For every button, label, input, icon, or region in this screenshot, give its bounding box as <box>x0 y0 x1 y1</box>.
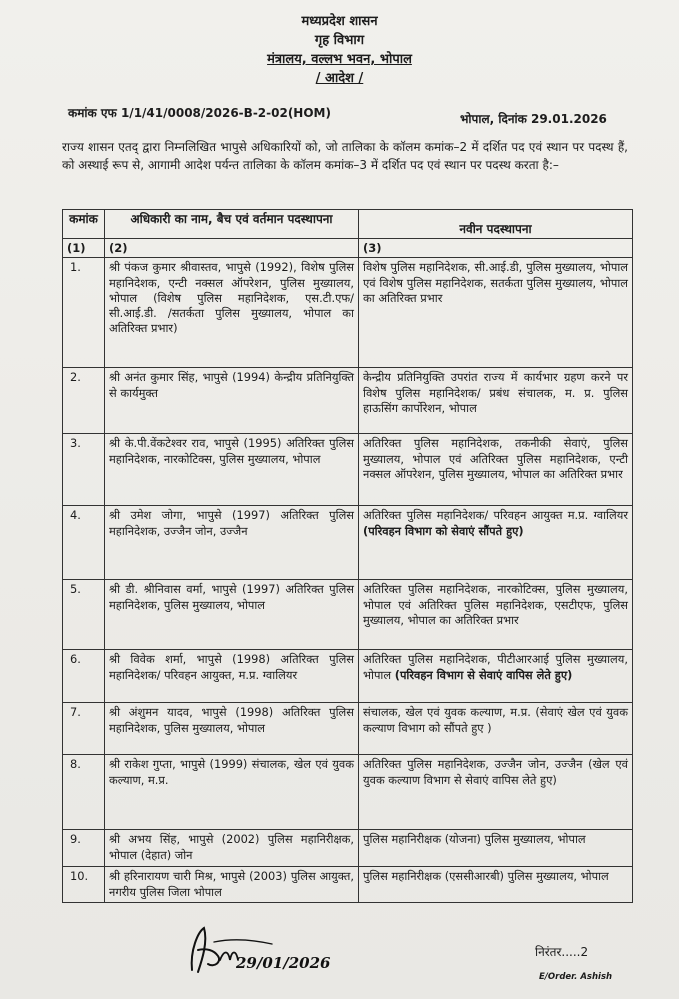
handwritten-signature <box>184 920 331 984</box>
row-serial: 8. <box>63 755 105 830</box>
row-new-posting <box>359 368 633 434</box>
row-serial: 1. <box>63 258 105 368</box>
table-row <box>63 703 633 755</box>
posting-text: अतिरिक्त पुलिस महानिदेशक/ परिवहन आयुक्त म.प्र. ग्वालियर <box>363 508 628 523</box>
posting-text: विशेष पुलिस महानिदेशक, सी.आई.डी, पुलिस मुख्यालय, भोपाल एवं विशेष पुलिस महानिदेशक, सतर्कता पुलिस मुख्यालय, भोपाल का अतिरिक्त प्रभार <box>363 260 628 305</box>
document-header <box>0 12 679 88</box>
continued-marker: निरंतर.....2 <box>535 945 589 959</box>
row-new-posting <box>359 830 633 867</box>
posting-text: पुलिस महानिरीक्षक (एससीआरबी) पुलिस मुख्यालय, भोपाल <box>363 869 609 884</box>
row-officer: श्री पंकज कुमार श्रीवास्तव, भापुसे (1992), विशेष पुलिस महानिदेशक, एन्टी नक्सल ऑपरेशन, पुलिस मुख्यालय, भोपाल (विशेष पुलिस महानिदेशक, एस.टी.एफ/ सी.आई.डी. /सतर्कता पुलिस मुख्यालय, भोपाल का अतिरिक्त प्रभार) <box>105 258 359 368</box>
col-serial-header: कमांक <box>63 210 105 239</box>
row-serial: 6. <box>63 650 105 703</box>
row-new-posting <box>359 506 633 580</box>
col-number-3: (3) <box>359 239 633 258</box>
table-row <box>63 755 633 830</box>
ministry-address: मंत्रालय, वल्लभ भवन, भोपाल <box>267 52 412 67</box>
row-officer: श्री हरिनारायण चारी मिश्र, भापुसे (2003) पुलिस आयुक्त, नगरीय पुलिस जिला भोपाल <box>105 867 359 903</box>
posting-table <box>62 209 633 903</box>
row-officer: श्री अनंत कुमार सिंह, भापुसे (1994) केन्द्रीय प्रतिनियुक्ति से कार्यमुक्त <box>105 368 359 434</box>
table-header-row <box>63 210 633 239</box>
row-serial: 2. <box>63 368 105 434</box>
table-row <box>63 434 633 506</box>
row-new-posting <box>359 258 633 368</box>
table-row <box>63 650 633 703</box>
row-officer: श्री डी. श्रीनिवास वर्मा, भापुसे (1997) अतिरिक्त पुलिस महानिदेशक, पुलिस मुख्यालय, भोपाल <box>105 580 359 650</box>
col-posting-header: नवीन पदस्थापना <box>359 210 633 239</box>
column-number-row <box>63 239 633 258</box>
row-serial: 9. <box>63 830 105 867</box>
row-new-posting <box>359 580 633 650</box>
row-serial: 3. <box>63 434 105 506</box>
order-heading: / आदेश / <box>315 71 364 86</box>
table-row <box>63 867 633 903</box>
endorsement-note: E/Order. Ashish <box>539 972 613 982</box>
row-new-posting <box>359 755 633 830</box>
row-officer: श्री उमेश जोगा, भापुसे (1997) अतिरिक्त पुलिस महानिदेशक, उज्जैन जोन, उज्जैन <box>105 506 359 580</box>
col-officer-header: अधिकारी का नाम, बैच एवं वर्तमान पदस्थापना <box>105 210 359 239</box>
posting-text: अतिरिक्त पुलिस महानिदेशक, नारकोटिक्स, पुलिस मुख्यालय, भोपाल एवं अतिरिक्त पुलिस महानिदेशक, एसटीएफ, पुलिस मुख्यालय, भोपाल का अतिरिक्त प्रभार <box>363 582 628 627</box>
posting-text: पुलिस महानिरीक्षक (योजना) पुलिस मुख्यालय, भोपाल <box>363 832 586 847</box>
posting-text: अतिरिक्त पुलिस महानिदेशक, तकनीकी सेवाएं, पुलिस मुख्यालय, भोपाल एवं अतिरिक्त पुलिस महानिदेशक, एन्टी नक्सल ऑपरेशन, पुलिस मुख्यालय, भोपाल का अतिरिक्त प्रभार <box>363 436 628 481</box>
table-row <box>63 368 633 434</box>
row-new-posting <box>359 434 633 506</box>
row-officer: श्री अंशुमन यादव, भापुसे (1998) अतिरिक्त पुलिस महानिदेशक, पुलिस मुख्यालय, भोपाल <box>105 703 359 755</box>
row-officer: श्री अभय सिंह, भापुसे (2002) पुलिस महानिरीक्षक, भोपाल (देहात) जोन <box>105 830 359 867</box>
table-row <box>63 580 633 650</box>
posting-text: अतिरिक्त पुलिस महानिदेशक, उज्जैन जोन, उज्जैन (खेल एवं युवक कल्याण विभाग से सेवाएं वापिस लेते हुए) <box>363 757 628 787</box>
posting-note: (परिवहन विभाग से सेवाएं वापिस लेते हुए) <box>394 667 573 682</box>
row-new-posting <box>359 650 633 703</box>
signature-date: 29/01/2026 <box>236 954 331 972</box>
state-govt-title: मध्यप्रदेश शासन <box>301 14 378 29</box>
place-and-date: भोपाल, दिनांक 29.01.2026 <box>460 112 607 126</box>
row-officer: श्री के.पी.वेंकटेश्वर राव, भापुसे (1995) अतिरिक्त पुलिस महानिदेशक, नारकोटिक्स, पुलिस मुख्यालय, भोपाल <box>105 434 359 506</box>
row-officer: श्री राकेश गुप्ता, भापुसे (1999) संचालक, खेल एवं युवक कल्याण, म.प्र. <box>105 755 359 830</box>
posting-text: अतिरिक्त पुलिस महानिदेशक, पीटीआरआई पुलिस मुख्यालय, भोपाल <box>363 652 628 682</box>
row-new-posting <box>359 867 633 903</box>
table-row <box>63 830 633 867</box>
row-serial: 10. <box>63 867 105 903</box>
col-number-2: (2) <box>105 239 359 258</box>
table-row <box>63 506 633 580</box>
row-new-posting <box>359 703 633 755</box>
posting-text: केन्द्रीय प्रतिनियुक्ति उपरांत राज्य में कार्यभार ग्रहण करने पर विशेष पुलिस महानिदेशक/ प्रबंध संचालक, म. प्र. पुलिस हाऊसिंग कार्पोरेशन, भोपाल <box>363 370 628 415</box>
department-title: गृह विभाग <box>314 33 365 48</box>
row-serial: 4. <box>63 506 105 580</box>
table-row <box>63 258 633 368</box>
col-number-1: (1) <box>63 239 105 258</box>
row-serial: 5. <box>63 580 105 650</box>
row-officer: श्री विवेक शर्मा, भापुसे (1998) अतिरिक्त पुलिस महानिदेशक/ परिवहन आयुक्त, म.प्र. ग्वालियर <box>105 650 359 703</box>
signature-mark <box>184 920 331 980</box>
posting-note: (परिवहन विभाग को सेवाएं सौंपते हुए) <box>363 523 524 538</box>
intro-paragraph: राज्य शासन एतद् द्वारा निम्नलिखित भापुसे अधिकारियों को, जो तालिका के कॉलम कमांक–2 में दर्शित पद एवं स्थान पर पदस्थ हैं, को अस्थाई रूप से, आगामी आदेश पर्यन्त तालिका के कॉलम कमांक–3 में दर्शित पद एवं स्थान पर पदस्थ करता है:– <box>62 140 628 172</box>
order-reference-number: कमांक एफ 1/1/41/0008/2026-B-2-02(HOM) <box>68 106 331 120</box>
posting-text: संचालक, खेल एवं युवक कल्याण, म.प्र. (सेवाएं खेल एवं युवक कल्याण विभाग को सौंपते हुए ) <box>363 705 628 735</box>
row-serial: 7. <box>63 703 105 755</box>
